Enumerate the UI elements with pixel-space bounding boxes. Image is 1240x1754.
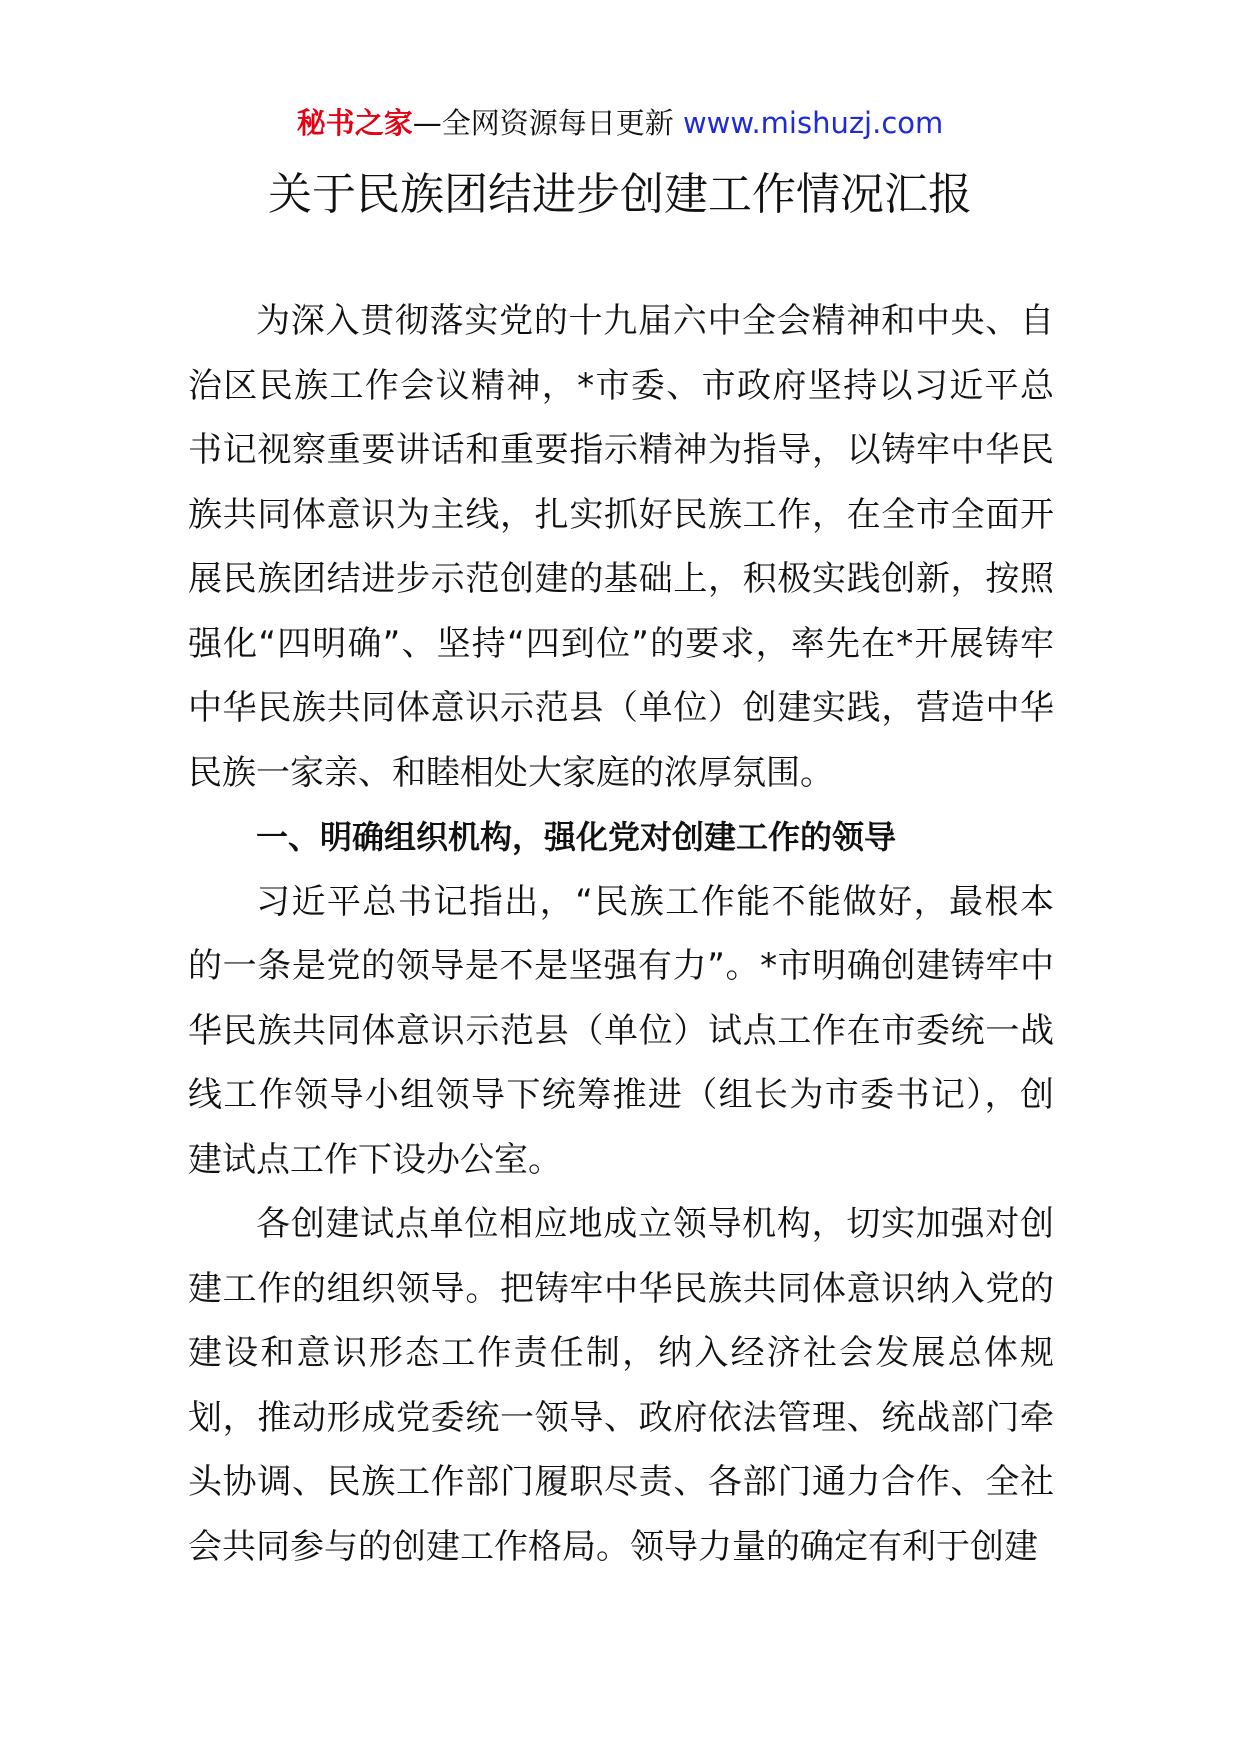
header-banner (0, 100, 1240, 146)
section-heading-1: 一、明确组织机构，强化党对创建工作的领导 (256, 818, 897, 856)
paragraph-leadership-quote: 习近平总书记指出，“民族工作能不能做好，最根本的一条是党的领导是不是坚强有力”。*市明确创建铸牢中华民族共同体意识示范县（单位）试点工作在市委统一战线工作领导小组领导下统筹推进（组长为市委书记），创建试点工作下设办公室。 (188, 881, 1054, 1180)
paragraph-intro: 为深入贯彻落实党的十九届六中全会精神和中央、自治区民族工作会议精神，*市委、市政府坚持以习近平总书记视察重要讲话和重要指示精神为指导，以铸牢中华民族共同体意识为主线，扎实抓好民族工作，在全市全面开展民族团结进步示范创建的基础上，积极实践创新，按照强化“四明确”、坚持“四到位”的要求，率先在*开展铸牢中华民族共同体意识示范县（单位）创建实践，营造中华民族一家亲、和睦相处大家庭的浓厚氛围。 (188, 301, 1054, 793)
banner-tagline: —全网资源每日更新 (412, 106, 683, 140)
paragraph-organization: 各创建试点单位相应地成立领导机构，切实加强对创建工作的组织领导。把铸牢中华民族共同体意识纳入党的建设和意识形态工作责任制，纳入经济社会发展总体规划，推动形成党委统一领导、政府依法管理、统战部门牵头协调、民族工作部门履职尽责、各部门通力合作、全社会共同参与的创建工作格局。领导力量的确定有利于创建 (188, 1204, 1054, 1567)
document-body (188, 289, 1054, 1579)
banner-brand: 秘书之家 (296, 106, 413, 140)
banner-url-link[interactable]: www.mishuzj.com (682, 106, 944, 140)
document-title: 关于民族团结进步创建工作情况汇报 (268, 169, 972, 220)
